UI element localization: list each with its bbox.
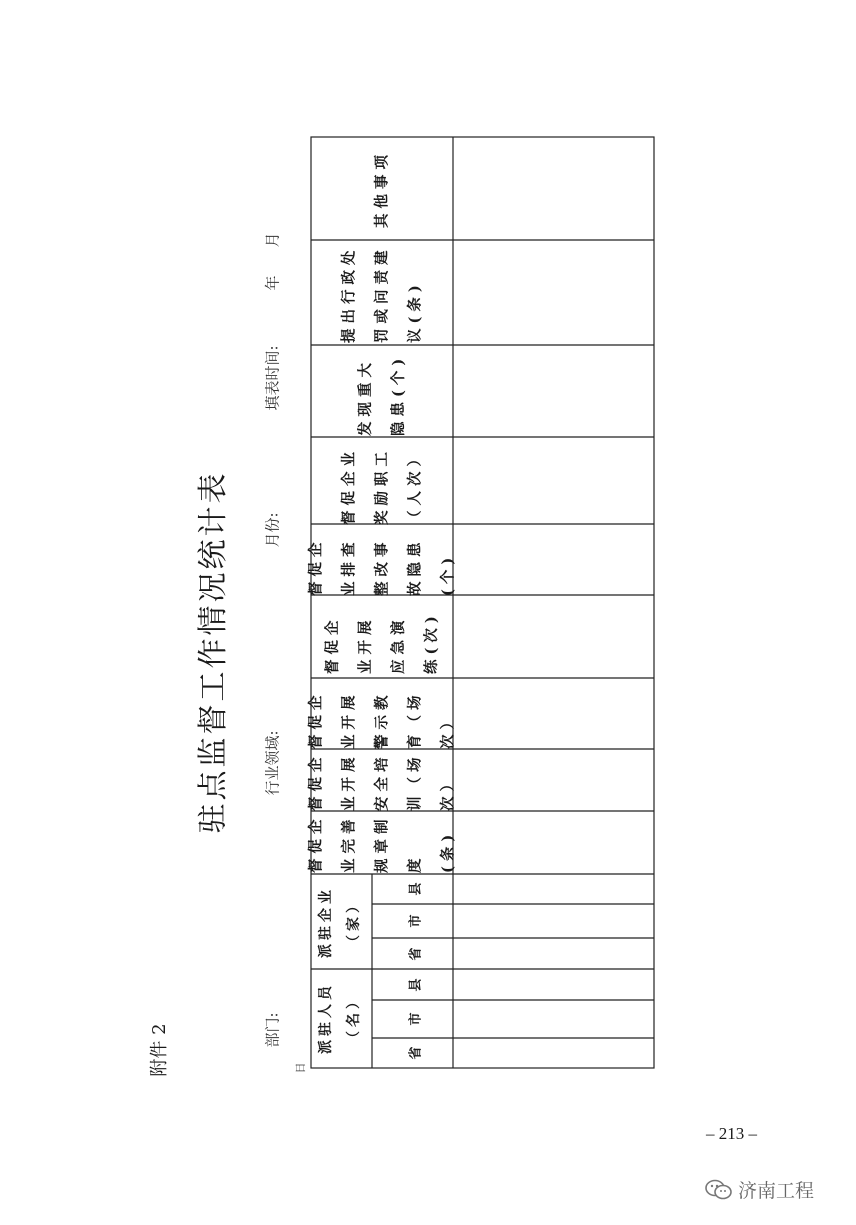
month-unit-label: 月 [263,232,282,248]
staff-level-province: 省 [408,1046,424,1060]
col-header-drill: 督促企业开展应急演练(次) [324,611,440,674]
staff-header: 派驻人员（名） [318,982,362,1054]
page-title: 驻点监督工作情况统计表 [196,470,231,834]
page-number: – 213 – [706,1124,757,1143]
wechat-icon [704,1178,734,1202]
watermark-text: 济南工程 [738,1180,815,1202]
enterprise-level-county: 县 [408,882,424,896]
enterprise-header: 派驻企业（家） [318,886,362,958]
col-header-penalty-suggestion: 提出行政处罚或问责建议(条) [340,245,424,343]
col-header-major-hazard: 发现重大隐患(个) [357,353,407,436]
enterprise-level-province: 省 [408,947,424,961]
industry-label: 行业领域: [263,730,282,796]
staff-level-city: 市 [408,1012,424,1026]
fill-time-label: 填表时间: [263,345,282,411]
staff-level-county: 县 [408,978,424,992]
col-header-hazard-rectify: 督促企业排查整改事故隐患(个) [307,537,457,596]
enterprise-level-city: 市 [408,914,424,928]
col-header-warning-education: 督促企业开展警示教育（场次） [307,690,457,749]
department-label: 部门: [263,1012,282,1048]
month-label: 月份: [263,512,282,548]
year-label: 年 [263,275,282,291]
annex-label: 附件 2 [149,1023,170,1077]
day-label: 日 [294,1062,307,1074]
col-header-rules: 督促企业完善规章制度(条) [307,814,457,873]
watermark [704,1176,814,1203]
col-header-worker-reward: 督促企业奖励职工（人次） [340,447,424,525]
col-header-other: 其他事项 [373,150,391,228]
col-header-training: 督促企业开展安全培训（场次） [307,752,457,811]
